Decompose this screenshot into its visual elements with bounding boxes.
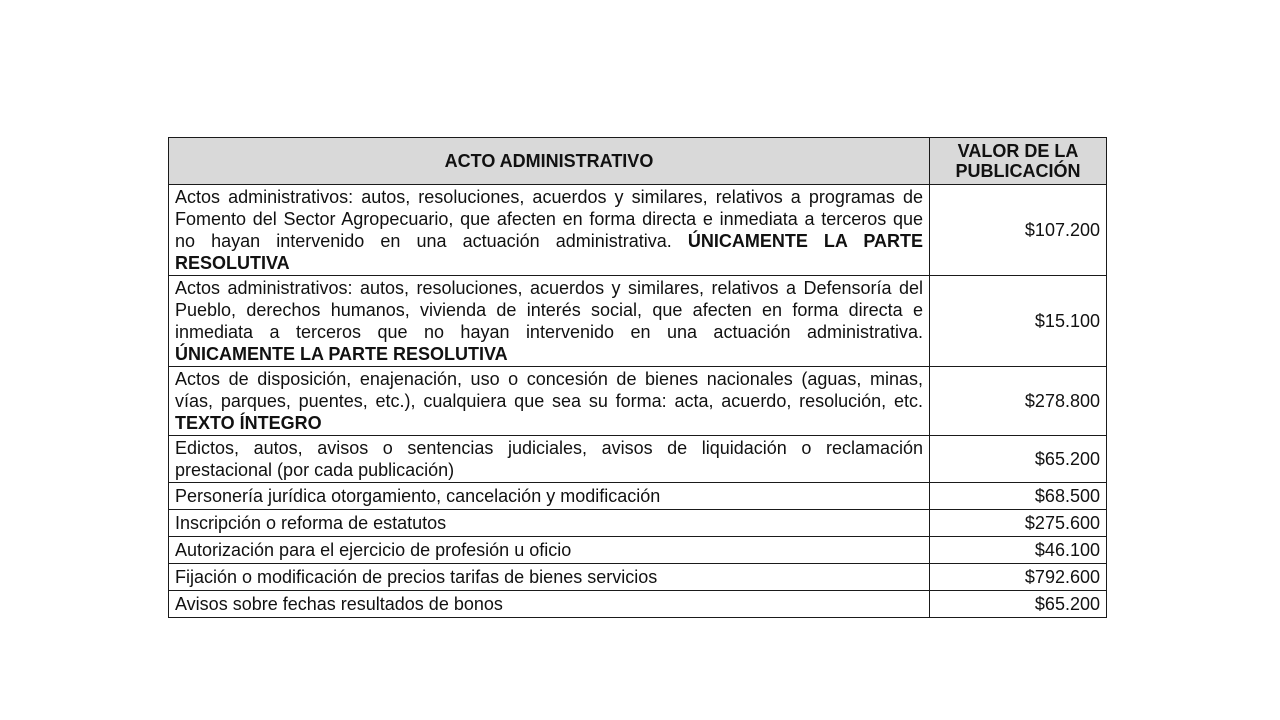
act-description: Avisos sobre fechas resultados de bonos bbox=[169, 591, 930, 618]
publication-value: $792.600 bbox=[930, 564, 1107, 591]
publication-value: $15.100 bbox=[930, 276, 1107, 367]
act-text: Actos administrativos: autos, resoluciones, acuerdos y similares, relativos a Defensoría del Pueblo, derechos humanos, vivienda de interés social, que afecten en forma directa e inmediata a terceros que no hayan intervenido en una actuación administrativa. bbox=[175, 278, 923, 342]
act-description: Personería jurídica otorgamiento, cancelación y modificación bbox=[169, 483, 930, 510]
header-valor-line2: PUBLICACIÓN bbox=[955, 161, 1081, 181]
act-description: Inscripción o reforma de estatutos bbox=[169, 510, 930, 537]
publication-value: $275.600 bbox=[930, 510, 1107, 537]
act-description bbox=[169, 276, 930, 367]
table-row bbox=[169, 483, 1107, 510]
table-row bbox=[169, 436, 1107, 483]
act-emphasis: ÚNICAMENTE LA PARTE RESOLUTIVA bbox=[175, 231, 923, 273]
publication-fees-table bbox=[168, 137, 1107, 618]
publication-value: $46.100 bbox=[930, 537, 1107, 564]
table-header-row bbox=[169, 138, 1107, 185]
header-valor-publicacion bbox=[930, 138, 1107, 185]
table-row bbox=[169, 276, 1107, 367]
publication-value: $107.200 bbox=[930, 185, 1107, 276]
act-description bbox=[169, 185, 930, 276]
table-row bbox=[169, 591, 1107, 618]
table-row bbox=[169, 367, 1107, 436]
publication-value: $65.200 bbox=[930, 591, 1107, 618]
table-row bbox=[169, 510, 1107, 537]
act-emphasis: ÚNICAMENTE LA PARTE RESOLUTIVA bbox=[175, 344, 508, 364]
act-text: Actos de disposición, enajenación, uso o concesión de bienes nacionales (aguas, minas, vías, parques, puentes, etc.), cualquiera que sea su forma: acta, acuerdo, resolución, etc. bbox=[175, 369, 923, 411]
header-valor-line1: VALOR DE LA bbox=[957, 141, 1079, 161]
act-description bbox=[169, 367, 930, 436]
table-row bbox=[169, 564, 1107, 591]
act-description: Edictos, autos, avisos o sentencias judiciales, avisos de liquidación o reclamación prestacional (por cada publicación) bbox=[169, 436, 930, 483]
header-acto-administrativo: ACTO ADMINISTRATIVO bbox=[169, 138, 930, 185]
table-row bbox=[169, 537, 1107, 564]
publication-value: $278.800 bbox=[930, 367, 1107, 436]
publication-value: $68.500 bbox=[930, 483, 1107, 510]
table-row bbox=[169, 185, 1107, 276]
act-text: Actos administrativos: autos, resoluciones, acuerdos y similares, relativos a programas de Fomento del Sector Agropecuario, que afecten en forma directa e inmediata a terceros que no hayan intervenido en una actuación administrativa. bbox=[175, 187, 923, 251]
act-emphasis: TEXTO ÍNTEGRO bbox=[175, 413, 322, 433]
publication-value: $65.200 bbox=[930, 436, 1107, 483]
act-description: Fijación o modificación de precios tarifas de bienes servicios bbox=[169, 564, 930, 591]
act-description: Autorización para el ejercicio de profesión u oficio bbox=[169, 537, 930, 564]
